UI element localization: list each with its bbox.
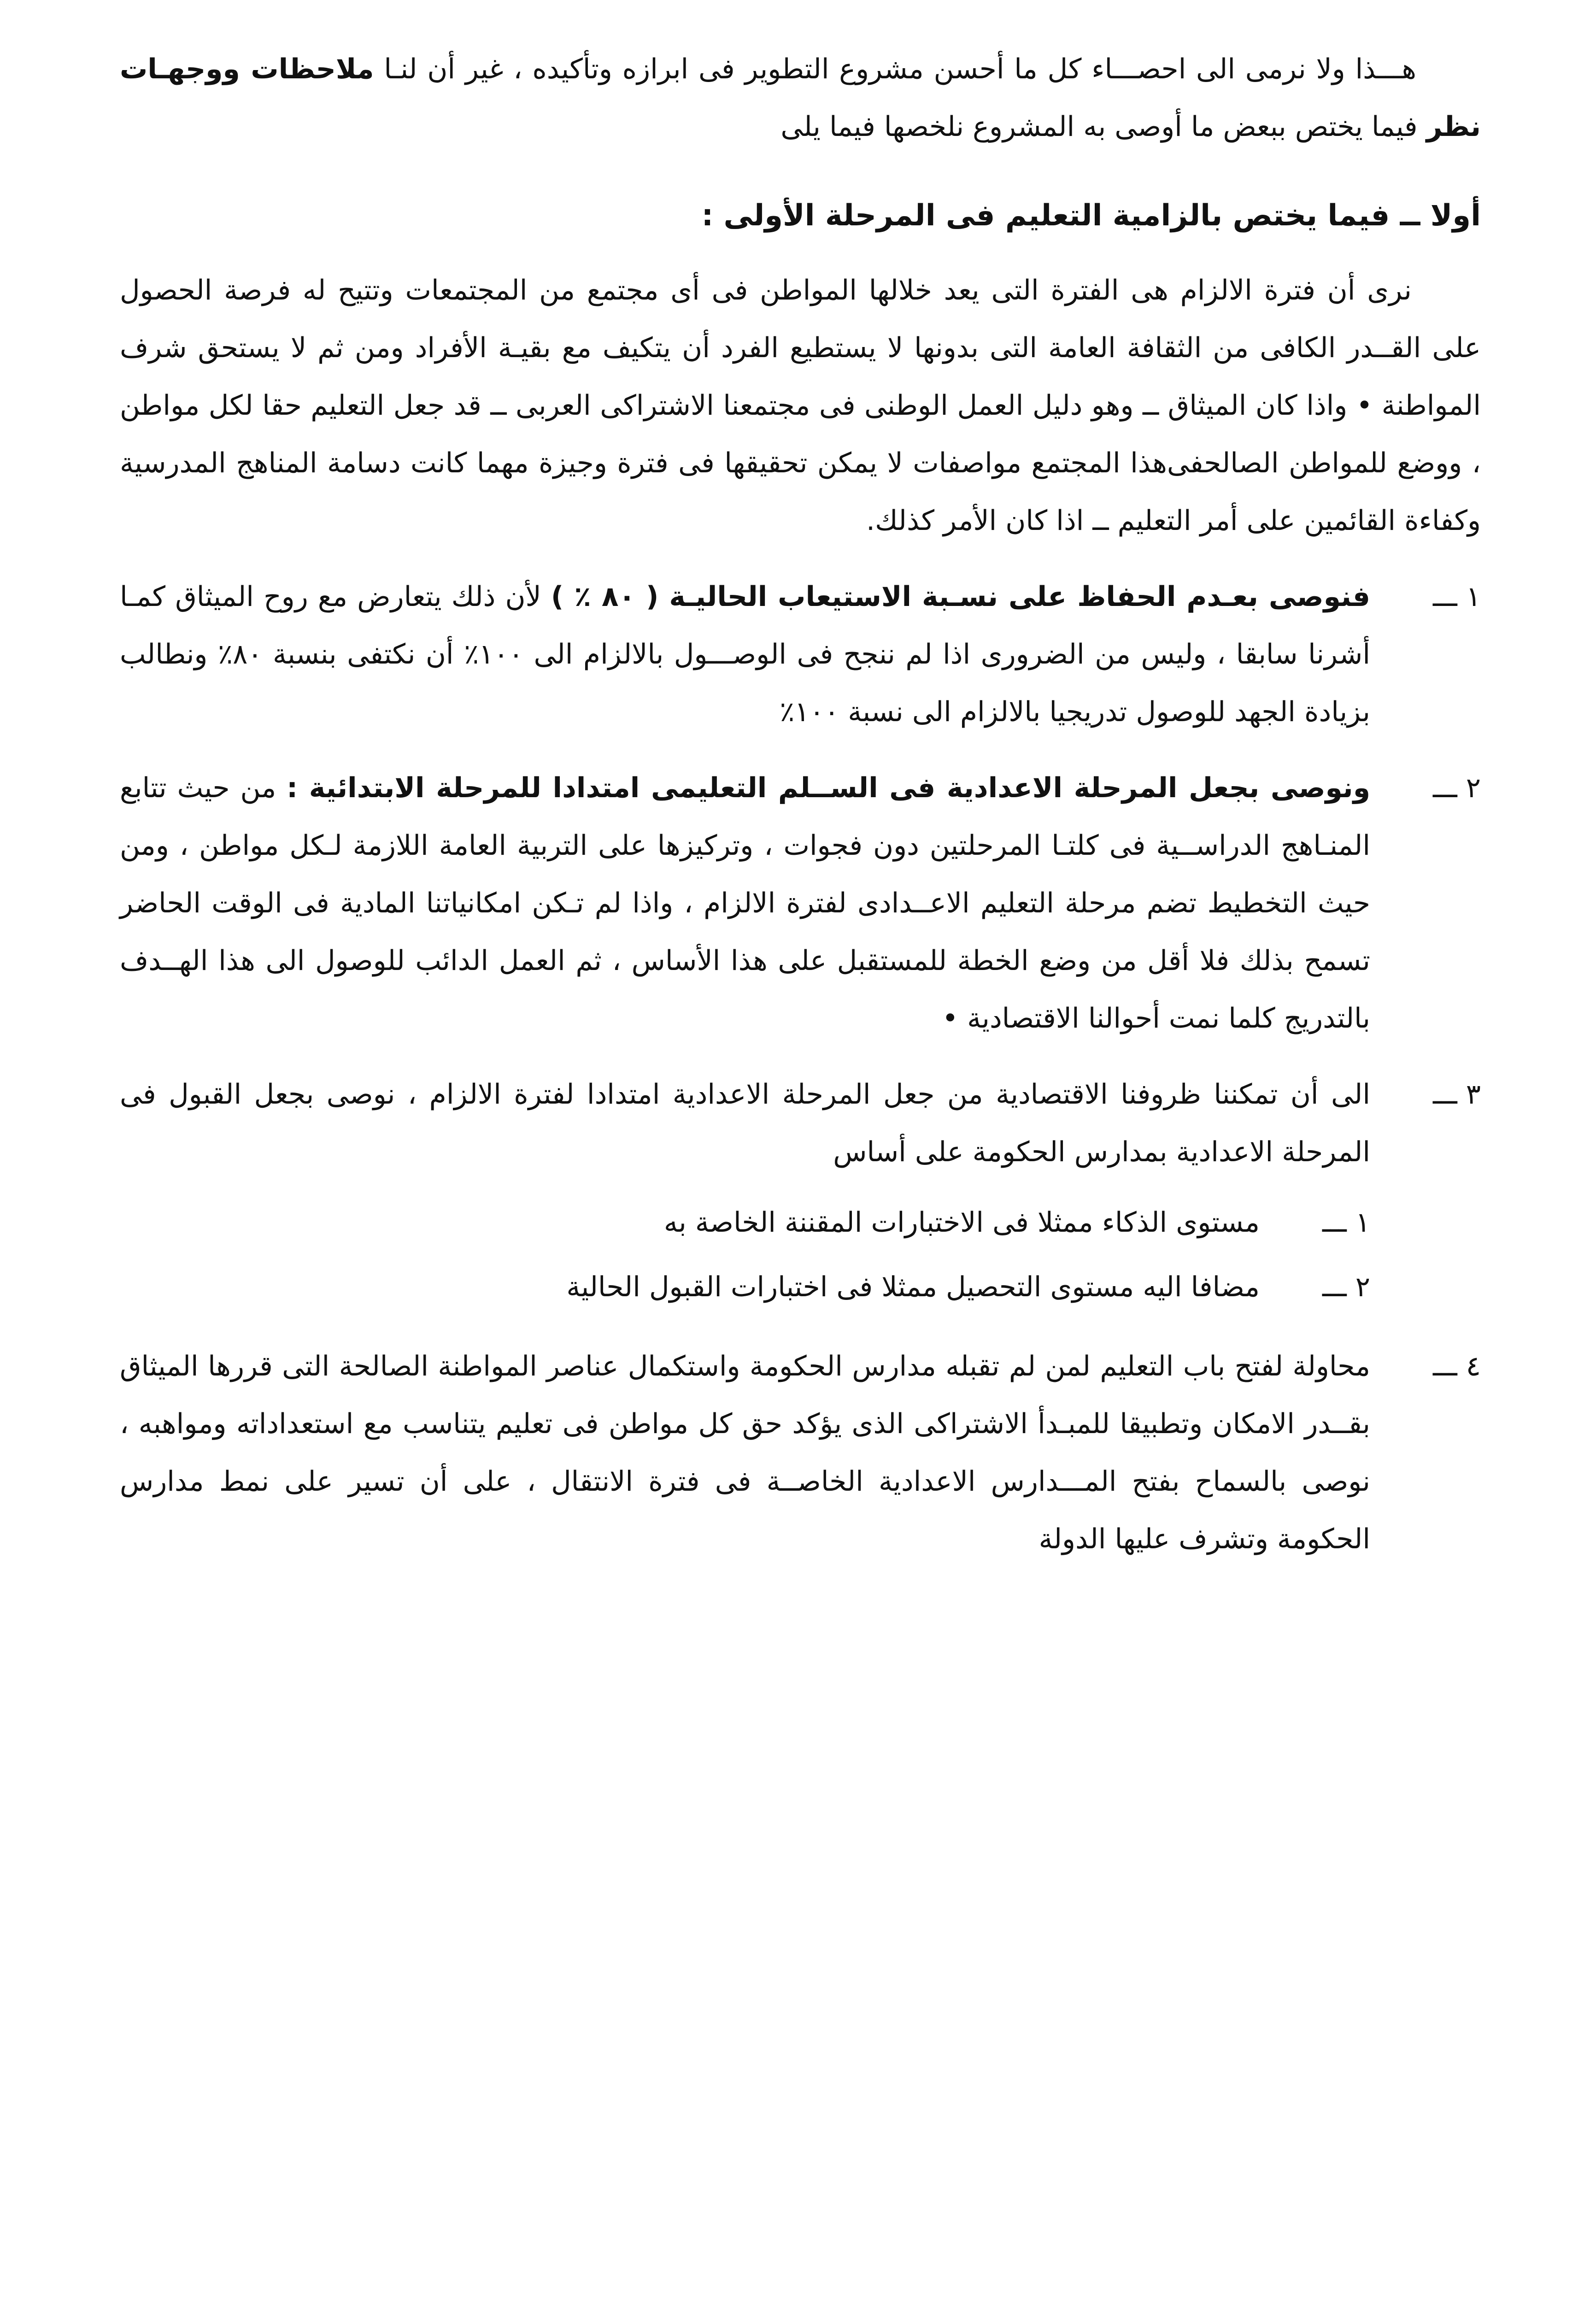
sub-list-item-2 bbox=[120, 1255, 1370, 1319]
list-item-4 bbox=[120, 1338, 1481, 1568]
sub-list-item-text: مستوى الذكاء ممثلا فى الاختبارات المقننة الخاصة به bbox=[663, 1206, 1260, 1239]
list-item-number: ١ ـــ bbox=[1432, 581, 1481, 613]
list-item-text: لأن ذلك يتعارض مع روح الميثاق كمـا أشرنا سابقا ، وليس من الضرورى اذا لم ننجح فى الوصـــول بالالزام الى ١٠٠٪ أن نكتفى بنسبة ٨٠٪ ونطالب بزيادة الجهد للوصول تدريجيا بالالزام الى نسبة ١٠٠٪ bbox=[120, 581, 1370, 728]
intro-emphasis: ملاحظات ووجهـات نظر bbox=[120, 53, 1481, 143]
section-heading: أولا ــ فيما يختص بالزامية التعليم فى المرحلة الأولى : bbox=[701, 199, 1481, 233]
list-item-1 bbox=[120, 568, 1481, 741]
list-item-2 bbox=[120, 759, 1481, 1047]
list-item-text: محاولة لفتح باب التعليم لمن لم تقبله مدارس الحكومة واستكمال عناصر المواطنة الصالحة التى قررها الميثاق بقــدر الامكان وتطبيقا للمبـدأ الاشتراكى الذى يؤكد حق كل مواطن فى تعليم يتناسب مع استعداداته ومواهبه ، نوصى بالسماح بفتح المـــدارس الاعدادية الخاصــة فى فترة الانتقال ، على أن تسير على نمط مدارس الحكومة وتشرف عليها الدولة bbox=[120, 1350, 1370, 1555]
sub-list-item-number: ١ ـــ bbox=[1322, 1206, 1370, 1239]
list-item-number: ٤ ـــ bbox=[1432, 1350, 1481, 1382]
list-item-text: الى أن تمكننا ظروفنا الاقتصادية من جعل المرحلة الاعدادية امتدادا لفترة الالزام ، نوصى بجعل القبول فى المرحلة الاعدادية بمدارس الحكومة على أساس bbox=[120, 1078, 1370, 1168]
sub-list bbox=[120, 1190, 1481, 1319]
list-item-number: ٢ ـــ bbox=[1432, 772, 1481, 804]
list-item-3 bbox=[120, 1066, 1481, 1181]
sub-list-item-number: ٢ ـــ bbox=[1322, 1271, 1370, 1303]
list-item-number: ٣ ـــ bbox=[1432, 1078, 1481, 1111]
list-item-emphasis: ونوصى بجعل المرحلة الاعدادية فى الســلم التعليمى امتدادا للمرحلة الابتدائية : bbox=[287, 772, 1370, 804]
intro-text-before: هـــذا ولا نرمى الى احصـــاء كل ما أحسن مشروع التطوير فى ابرازه وتأكيده ، غير أن لنـا bbox=[384, 53, 1416, 85]
intro-paragraph bbox=[120, 41, 1481, 156]
page-content bbox=[120, 41, 1481, 1568]
list-item-emphasis: فنوصى بعـدم الحفاظ على نسـبة الاستيعاب الحاليـة ( ٨٠ ٪ ) bbox=[551, 581, 1370, 613]
sub-list-item-1 bbox=[120, 1190, 1370, 1255]
intro-text-after: فيما يختص ببعض ما أوصى به المشروع نلخصها فيما يلى bbox=[780, 111, 1418, 143]
sub-list-item-text: مضافا اليه مستوى التحصيل ممثلا فى اختبارات القبول الحالية bbox=[566, 1271, 1260, 1303]
list-item-text: من حيث تتابع المنـاهج الدراســية فى كلتـا المرحلتين دون فجوات ، وتركيزها على التربية العامة اللازمة لـكل مواطن ، ومن حيث التخطيط تضم مرحلة التعليم الاعــدادى لفترة الالزام ، واذا لم تـكن امكانياتنا المادية فى الوقت الحاضر تسمح بذلك فلا أقل من وضع الخطة للمستقبل على هذا الأساس ، ثم العمل الدائب للوصول الى هذا الهــدف بالتدريج كلما نمت أحوالنا الاقتصادية • bbox=[120, 772, 1370, 1034]
section-body-paragraph: نرى أن فترة الالزام هى الفترة التى يعد خلالها المواطن فى أى مجتمع من المجتمعات وتتيح له فرصة الحصول على القــدر الكافى من الثقافة العامة التى بدونها لا يستطيع الفرد أن يتكيف مع بقيـة الأفراد ومن ثم لا يستحق شرف المواطنة • واذا كان الميثاق ــ وهو دليل العمل الوطنى فى مجتمعنا الاشتراكى العربى ــ قد جعل التعليم حقا لكل مواطن ، ووضع للمواطن الصالحفى‌هذا المجتمع مواصفات لا يمكن تحقيقها فى فترة وجيزة مهما كانت دسامة المناهج المدرسية وكفاءة القائمين على أمر التعليم ــ اذا كان الأمر كذلك. bbox=[120, 274, 1481, 537]
